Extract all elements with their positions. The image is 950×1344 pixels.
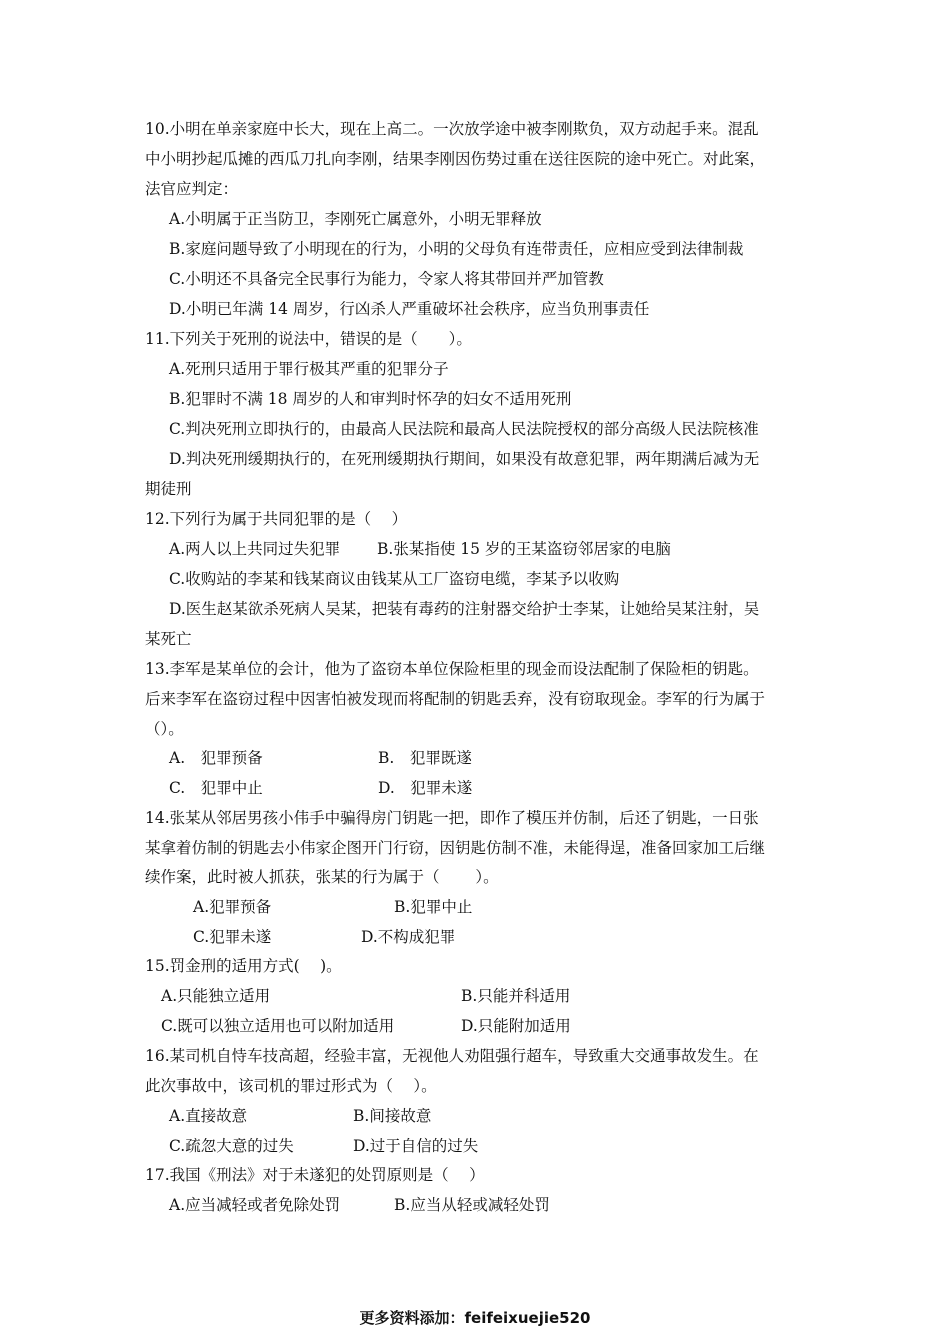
q14-option-c: C.犯罪未遂: [193, 928, 272, 946]
q14-option-d: D.不构成犯罪: [361, 928, 456, 946]
footer-note: 更多资料添加：feifeixuejie520: [359, 1309, 591, 1327]
q10-option-c: C.小明还不具备完全民事行为能力，令家人将其带回并严加管教: [169, 270, 604, 288]
q10-stem-line-2: 中小明抄起瓜摊的西瓜刀扎向李刚，结果李刚因伤势过重在送往医院的途中死亡。对此案，: [145, 150, 766, 168]
q14-option-a: A.犯罪预备: [193, 898, 272, 916]
q13-option-c: C. 犯罪中止: [169, 779, 263, 797]
q13-stem-line-3: （）。: [145, 720, 184, 738]
q14-stem-line-3: 续作案，此时被人抓获，张某的行为属于（ ）。: [145, 868, 499, 886]
q16-option-b: B.间接故意: [353, 1107, 432, 1125]
q16-option-d: D.过于自信的过失: [353, 1137, 479, 1155]
q12-option-d: D.医生赵某欲杀死病人吴某，把装有毒药的注射器交给护士李某，让她给吴某注射，吴: [169, 600, 760, 618]
q13-option-a: A. 犯罪预备: [169, 749, 263, 767]
q14-stem-line-2: 某拿着仿制的钥匙去小伟家企图开门行窃，因钥匙仿制不准，未能得逞，准备回家加工后继: [145, 839, 766, 857]
q16-stem-line-2: 此次事故中，该司机的罪过形式为（ ）。: [145, 1077, 437, 1095]
q11-option-d-cont: 期徒刑: [145, 480, 192, 498]
q15-option-d: D.只能附加适用: [461, 1017, 571, 1035]
q17-stem-line-1: 17.我国《刑法》对于未遂犯的处罚原则是（ ）: [145, 1166, 485, 1184]
q10-stem-line-3: 法官应判定：: [145, 180, 239, 198]
q10-stem-line-1: 10.小明在单亲家庭中长大，现在上高二。一次放学途中被李刚欺负，双方动起手来。混乱: [145, 120, 759, 138]
q14-stem-line-1: 14.张某从邻居男孩小伟手中骗得房门钥匙一把，即作了模压并仿制，后还了钥匙，一日张: [145, 809, 759, 827]
q10-option-b: B.家庭问题导致了小明现在的行为，小明的父母负有连带责任，应相应受到法律制裁: [169, 240, 744, 258]
q16-stem-line-1: 16.某司机自恃车技高超，经验丰富，无视他人劝阻强行超车，导致重大交通事故发生。在: [145, 1047, 759, 1065]
q13-stem-line-1: 13.李军是某单位的会计，他为了盗窃本单位保险柜里的现金而设法配制了保险柜的钥匙。: [145, 660, 759, 678]
q13-stem-line-2: 后来李军在盗窃过程中因害怕被发现而将配制的钥匙丢弃，没有窃取现金。李军的行为属于: [145, 690, 766, 708]
q13-option-b: B. 犯罪既遂: [378, 749, 472, 767]
q13-option-d: D. 犯罪未遂: [378, 779, 473, 797]
q15-option-a: A.只能独立适用: [161, 987, 271, 1005]
q12-option-b: B.张某指使 15 岁的王某盗窃邻居家的电脑: [377, 540, 671, 558]
q10-option-d: D.小明已年满 14 周岁，行凶杀人严重破坏社会秩序，应当负刑事责任: [169, 300, 650, 318]
q16-option-c: C.疏忽大意的过失: [169, 1137, 294, 1155]
q12-option-c: C.收购站的李某和钱某商议由钱某从工厂盗窃电缆，李某予以收购: [169, 570, 620, 588]
q12-option-d-cont: 某死亡: [145, 630, 192, 648]
q11-option-c: C.判决死刑立即执行的，由最高人民法院和最高人民法院授权的部分高级人民法院核准: [169, 420, 759, 438]
q16-option-a: A.直接故意: [169, 1107, 248, 1125]
q15-option-b: B.只能并科适用: [461, 987, 571, 1005]
q17-option-a: A.应当减轻或者免除处罚: [169, 1196, 341, 1214]
q12-stem-line-1: 12.下列行为属于共同犯罪的是（ ）: [145, 510, 408, 528]
q11-option-d: D.判决死刑缓期执行的，在死刑缓期执行期间，如果没有故意犯罪，两年期满后减为无: [169, 450, 760, 468]
q12-option-a: A.两人以上共同过失犯罪: [169, 540, 341, 558]
q11-option-a: A.死刑只适用于罪行极其严重的犯罪分子: [169, 360, 449, 378]
q14-option-b: B.犯罪中止: [394, 898, 473, 916]
q11-stem-line-1: 11.下列关于死刑的说法中，错误的是（ ）。: [145, 330, 472, 348]
q10-option-a: A.小明属于正当防卫，李刚死亡属意外，小明无罪释放: [169, 210, 542, 228]
q11-option-b: B.犯罪时不满 18 周岁的人和审判时怀孕的妇女不适用死刑: [169, 390, 572, 408]
q15-stem-line-1: 15.罚金刑的适用方式( )。: [145, 957, 342, 975]
q15-option-c: C.既可以独立适用也可以附加适用: [161, 1017, 395, 1035]
q17-option-b: B.应当从轻或减轻处罚: [394, 1196, 550, 1214]
